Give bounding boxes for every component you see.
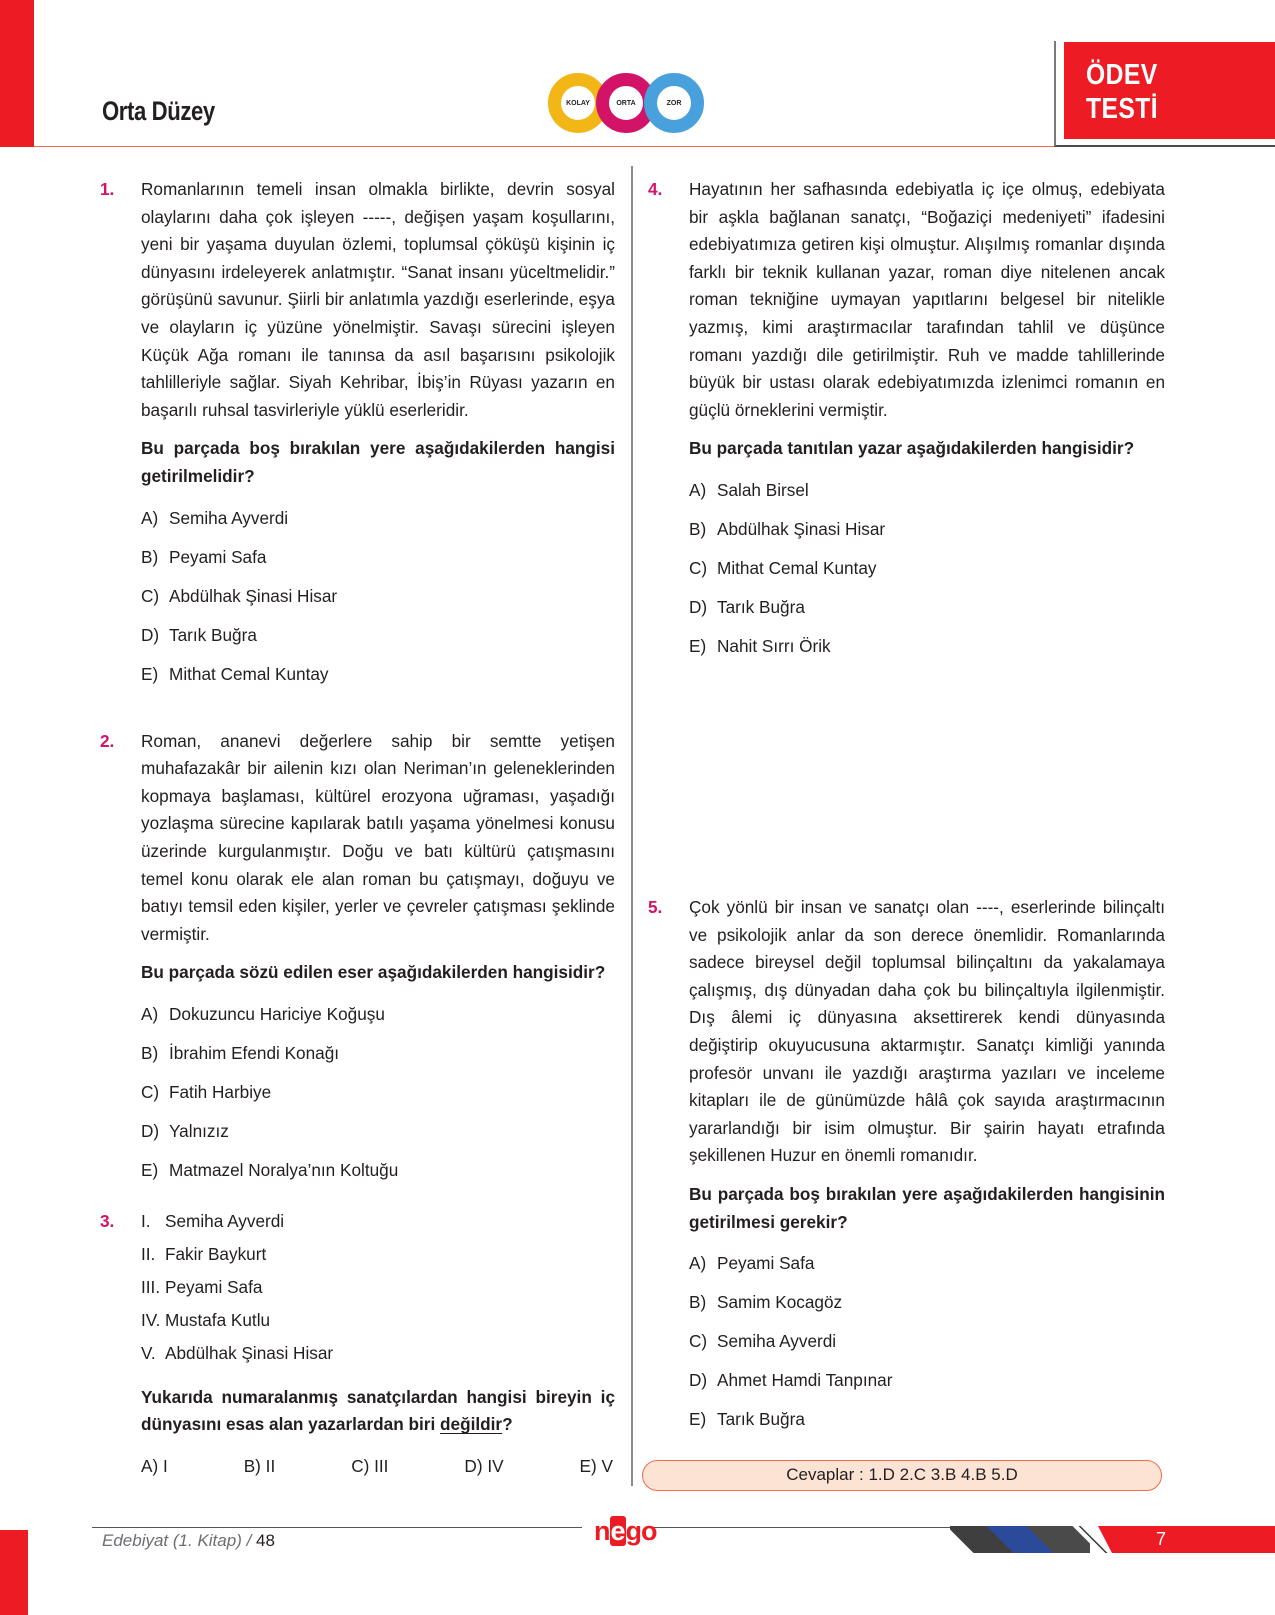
- option-d[interactable]: D) Yalnızız: [141, 1120, 229, 1141]
- option-c[interactable]: C) Abdülhak Şinasi Hisar: [141, 585, 338, 606]
- option-c[interactable]: C) Mithat Cemal Kuntay: [689, 557, 877, 578]
- option-c[interactable]: C) III: [351, 1456, 389, 1477]
- option-e[interactable]: E) Matmazel Noralya’nın Koltuğu: [141, 1159, 399, 1180]
- option-b[interactable]: B) İbrahim Efendi Konağı: [141, 1042, 340, 1063]
- question-stem: Bu parçada tanıtılan yazar aşağıdakilerden hangisidir?: [689, 438, 1135, 459]
- question-3: [100, 1208, 615, 1481]
- question-passage: Çok yönlü bir insan ve sanatçı olan ----, eserlerinde bilinçaltı ve psikolojik anlar da son derece önemlidir. Romanlarında sadece bireysel değil toplumsal bilinçaltını da yakalamaya çalışmış, dış dünyadan daha çok bu bilinçaltıyla ilgilenmiştir. Dış âlemi iç dünyasına aksettirerek kendi dünyasında değiştirip okuyucusuna aktarmıştır. Sanatçı kimliği yanında profesör unvanı ile yazdığı araştırma yazıları ve inceleme kitapları ile de günümüzde hâlâ çok sayıda araştırmacının yararlandığı bir isim olmuştur. Bir şairin hayatı etrafında şekillenen Huzur en önemli romanıdır.: [689, 897, 1165, 1166]
- option-a[interactable]: A) Semiha Ayverdi: [141, 507, 289, 528]
- red-margin-bar-bottom: [0, 1530, 28, 1615]
- option-a[interactable]: A) Salah Birsel: [689, 479, 809, 500]
- list-item: I. Semiha Ayverdi: [141, 1210, 285, 1231]
- footer-book-info: Edebiyat (1. Kitap) / 48: [102, 1531, 275, 1550]
- option-e[interactable]: E) Nahit Sırrı Örik: [689, 635, 831, 656]
- option-c[interactable]: C) Semiha Ayverdi: [689, 1331, 837, 1352]
- option-d[interactable]: D) Tarık Buğra: [141, 624, 257, 645]
- badge-line-1: ÖDEV: [1086, 59, 1158, 91]
- option-c[interactable]: C) Fatih Harbiye: [141, 1081, 272, 1102]
- answer-options: [141, 505, 615, 700]
- question-2: [100, 728, 615, 1196]
- question-4: [648, 176, 1165, 672]
- list-item: V. Abdülhak Şinasi Hisar: [141, 1342, 334, 1363]
- option-d[interactable]: D) Ahmet Hamdi Tanpınar: [689, 1370, 893, 1391]
- option-b[interactable]: B) Samim Kocagöz: [689, 1292, 843, 1313]
- question-number: 1.: [100, 179, 115, 199]
- question-stem: Bu parçada boş bırakılan yere aşağıdakilerden hangisinin getirilmesi gerekir?: [689, 1183, 1165, 1232]
- option-d[interactable]: D) IV: [464, 1456, 504, 1477]
- column-divider: [631, 166, 633, 1486]
- page-number: 7: [1112, 1526, 1275, 1553]
- option-d[interactable]: D) Tarık Buğra: [689, 596, 805, 617]
- answer-options: [689, 1250, 1165, 1445]
- question-number: 2.: [100, 730, 115, 751]
- option-b[interactable]: B) Abdülhak Şinasi Hisar: [689, 518, 886, 539]
- right-column: [648, 176, 1165, 1430]
- option-a[interactable]: A) Dokuzuncu Hariciye Koğuşu: [141, 1003, 385, 1024]
- answer-options: [141, 1001, 615, 1196]
- homework-test-badge: [1054, 41, 1275, 147]
- question-number: 3.: [100, 1210, 115, 1231]
- option-a[interactable]: A) I: [141, 1456, 168, 1477]
- option-b[interactable]: B) II: [243, 1456, 276, 1477]
- header-divider: [34, 146, 1054, 147]
- level-title: Orta Düzey: [102, 96, 215, 126]
- option-a[interactable]: A) Peyami Safa: [689, 1253, 815, 1274]
- question-number: 5.: [648, 897, 663, 917]
- list-item: II. Fakir Baykurt: [141, 1243, 267, 1264]
- emphasis-underline: değildir: [440, 1414, 503, 1435]
- question-passage: Romanlarının temeli insan olmakla birlikte, devrin sosyal olaylarını daha çok işleyen -----, değişen yaşam koşullarını, yeni bir yaşama duyulan özlemi, toplumsal çöküşü kişinin iç dünyasını irdeleyerek anlatmıştır. “Sanat insanı yüceltmelidir.” görüşünü savunur. Şiirli bir anlatımla yazdığı eserlerinde, eşya ve olayların iç yüzüne yönelmiştir. Savaşı sürecini işleyen Küçük Ağa romanı ile tanınsa da asıl başarısını psikolojik tahlilleriyle sağlar. Siyah Kehribar, İbiş’in Rüyası yazarın en başarılı ruhsal tasvirleriyle yüklü eserleridir.: [141, 179, 615, 420]
- list-item: IV. Mustafa Kutlu: [141, 1309, 271, 1330]
- answer-key: Cevaplar : 1.D 2.C 3.B 4.B 5.D: [642, 1460, 1162, 1491]
- option-e[interactable]: E) Tarık Buğra: [689, 1409, 805, 1430]
- question-5: [648, 894, 1165, 1445]
- difficulty-orta-icon: ORTA: [596, 73, 656, 133]
- footer-divider-right: [652, 1527, 952, 1528]
- question-stem: Bu parçada sözü edilen eser aşağıdakilerden hangisidir?: [141, 962, 606, 983]
- red-margin-bar-top: [0, 0, 34, 147]
- difficulty-kolay-icon: KOLAY: [548, 73, 608, 133]
- question-passage: Hayatının her safhasında edebiyatla iç içe olmuş, edebiyata bir aşkla bağlanan sanatçı, “Boğaziçi medeniyeti” ifadesini edebiyatımıza getiren kişi olmuştur. Alışılmış romanlar dışında farklı bir teknik kullanan yazar, roman diye nitelenen ancak roman tekniğine uymayan yapıtlarını belgesel bir nitelikle yazmış, kimi araştırmacılar tarafından tahlil ve düşünce romanı yazdığı dile getirilmiştir. Ruh ve madde tahlillerinde büyük bir ustası olarak edebiyatımızda izlenimci romanın en güçlü örneklerini vermiştir.: [689, 179, 1165, 420]
- option-e[interactable]: E) Mithat Cemal Kuntay: [141, 663, 329, 684]
- publisher-logo: nego: [594, 1516, 657, 1546]
- badge-line-2: TESTİ: [1086, 93, 1158, 125]
- question-number: 4.: [648, 179, 663, 199]
- question-stem: Bu parçada boş bırakılan yere aşağıdakilerden hangisi getirilmelidir?: [141, 438, 615, 486]
- list-item: III. Peyami Safa: [141, 1276, 263, 1297]
- question-stem: Yukarıda numaralanmış sanatçılardan hangisi bireyin iç dünyasını esas alan yazarlardan biri değildir?: [141, 1386, 615, 1435]
- question-passage: Roman, ananevi değerlere sahip bir semtte yetişen muhafazakâr bir ailenin kızı olan Neriman’ın geleneklerinden kopmaya başlaması, kültürel erozyona uğraması, yaşadığı yozlaşma sürecine kapılarak batılı yaşama yönelmesi konusu üzerinde kurgulanmıştır. Doğu ve batı kültürü çatışmasını temel konu olarak ele alan roman bu çatışmayı, doğuyu ve batıyı temsil eden kişiler, yerler ve çevreler çatışması şeklinde vermiştir.: [141, 730, 615, 944]
- option-b[interactable]: B) Peyami Safa: [141, 546, 267, 567]
- option-e[interactable]: E) V: [579, 1456, 613, 1477]
- answer-options: [689, 477, 1165, 672]
- footer-divider-left: [92, 1527, 582, 1528]
- answer-options: [141, 1453, 615, 1481]
- difficulty-zor-icon: ZOR: [644, 73, 704, 133]
- difficulty-rings: [548, 73, 708, 137]
- left-column: [100, 176, 615, 1481]
- numbered-author-list: [141, 1208, 615, 1373]
- question-1: [100, 176, 615, 700]
- decorative-stripes: [950, 1526, 1090, 1553]
